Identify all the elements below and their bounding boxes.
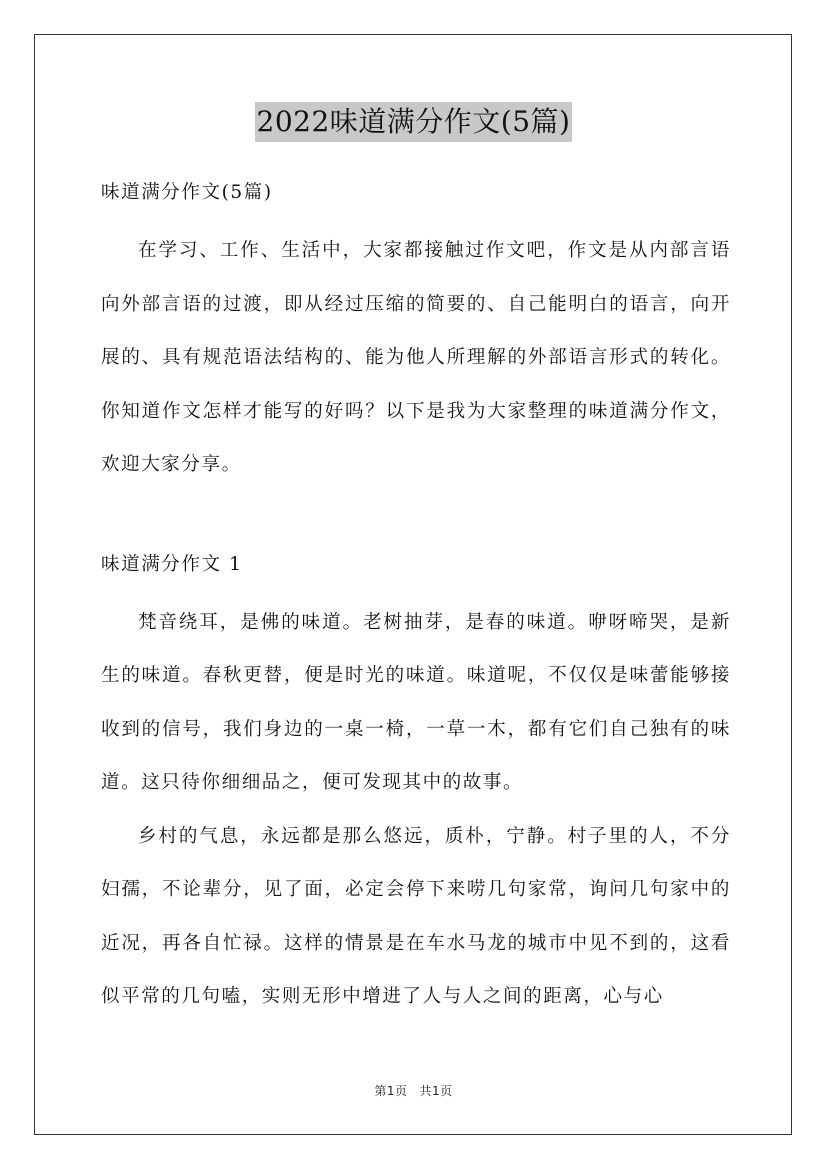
section-spacer	[101, 492, 731, 544]
page-total: 共1页	[419, 1084, 453, 1098]
intro-paragraph: 在学习、工作、生活中，大家都接触过作文吧，作文是从内部言语向外部言语的过渡，即从经过压缩的简要的、自己能明白的语言，向开展的、具有规范语法结构的、能为他人所理解的外部语言形式的转化。你知道作文怎样才能写的好吗？以下是我为大家整理的味道满分作文，欢迎大家分享。	[101, 240, 731, 475]
body-paragraph: 乡村的气息，永远都是那么悠远，质朴，宁静。村子里的人，不分妇孺，不论辈分，见了面，必定会停下来唠几句家常，询问几句家中的近况，再各自忙禄。这样的情景是在车水马龙的城市中见不到的，这看似平常的几句嗑，实则无形中增进了人与人之间的距离，心与心	[101, 825, 731, 1007]
body-paragraph: 梵音绕耳，是佛的味道。老树抽芽，是春的味道。咿呀啼哭，是新生的味道。春秋更替，便是时光的味道。味道呢，不仅仅是味蕾能够接收到的信号，我们身边的一桌一椅，一草一木，都有它们自己独有的味道。这只待你细细品之，便可发现其中的故事。	[101, 611, 731, 793]
page-footer	[0, 1082, 827, 1099]
intro-heading: 味道满分作文(5篇)	[101, 182, 273, 203]
page-number: 第1页	[374, 1084, 408, 1098]
document-title: 2022味道满分作文(5篇)	[255, 102, 573, 142]
section-heading: 味道满分作文 1	[101, 553, 243, 575]
title-container	[0, 102, 827, 142]
document-body	[101, 172, 731, 1024]
